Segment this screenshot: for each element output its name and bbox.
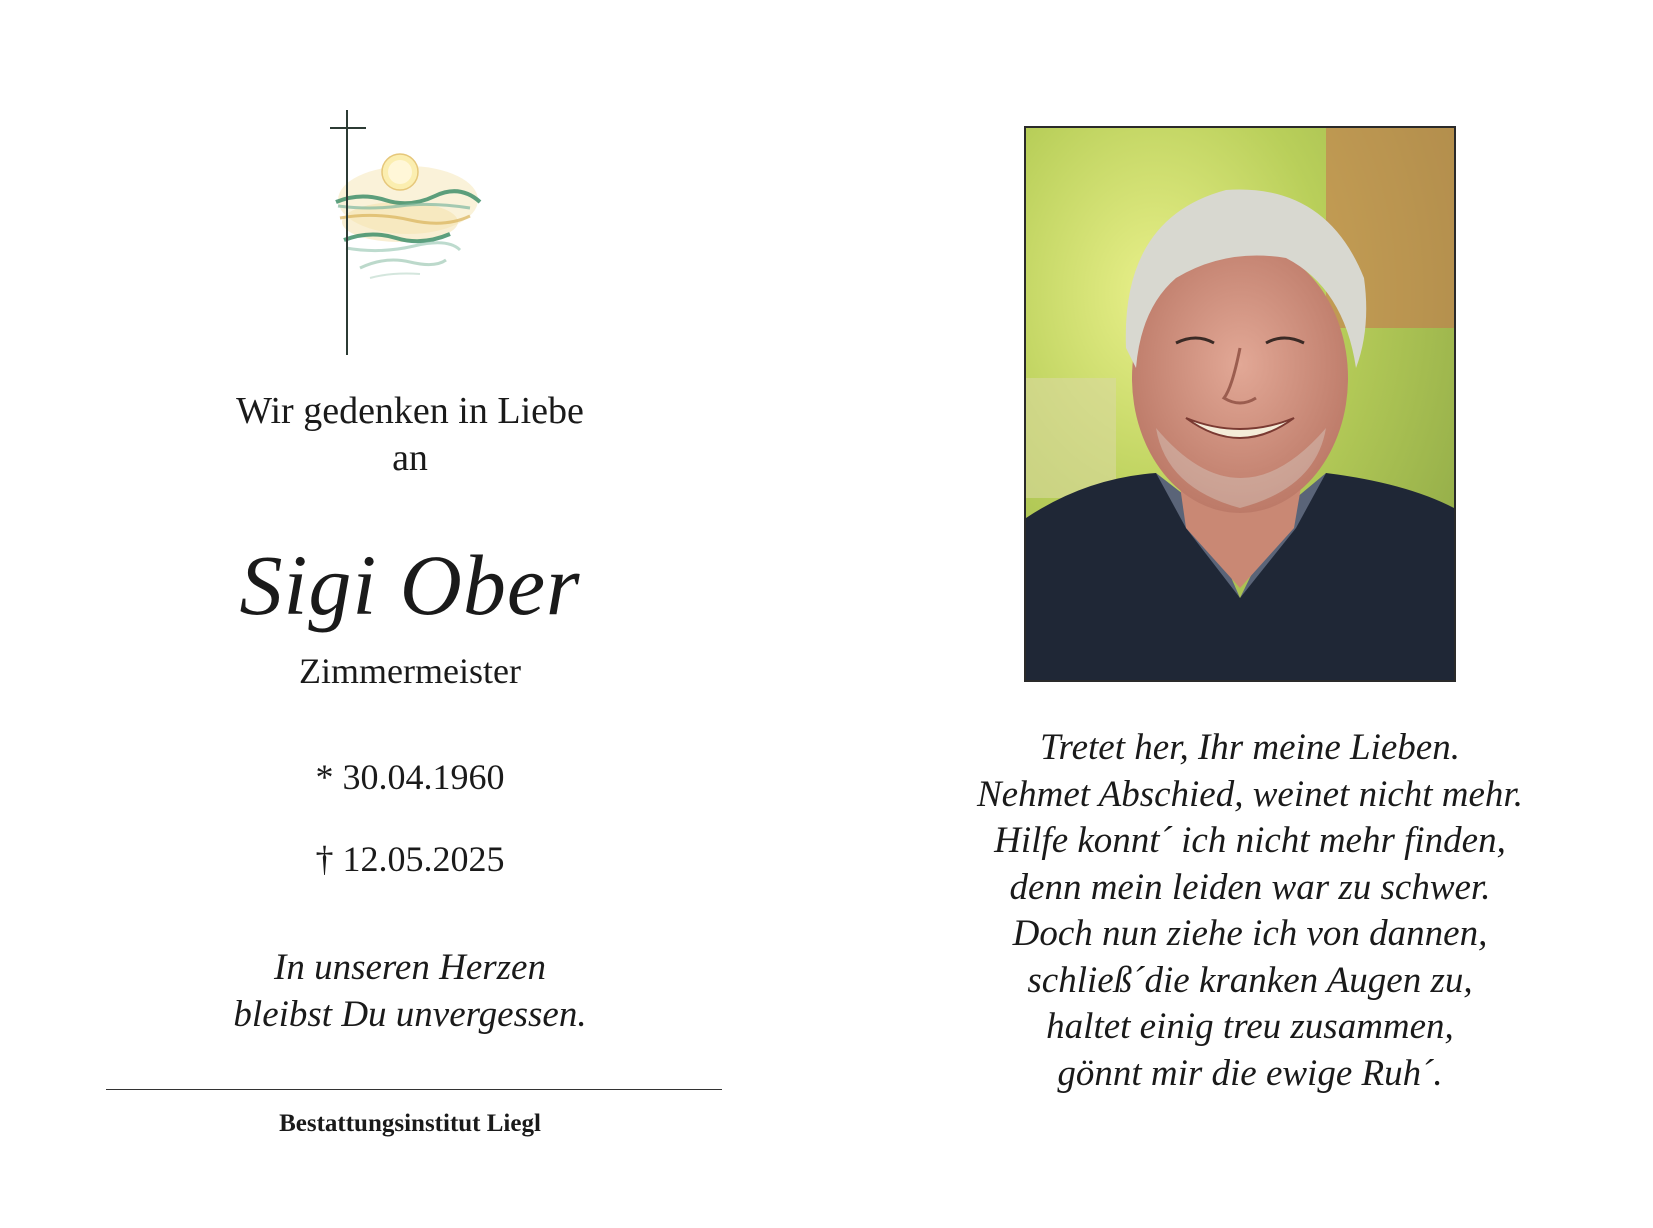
poem-line: Tretet her, Ihr meine Lieben.: [1040, 727, 1460, 768]
intro-line-1: Wir gedenken in Liebe: [236, 390, 584, 432]
poem: [880, 725, 1620, 1097]
cross-sunset-icon: [330, 110, 500, 360]
profession: Zimmermeister: [299, 651, 521, 691]
portrait-photo: [1024, 126, 1456, 682]
poem-line: Hilfe konnt´ ich nicht mehr finden,: [994, 820, 1506, 861]
divider-line: [106, 1089, 722, 1090]
intro-line-2: an: [392, 437, 428, 479]
poem-line: denn mein leiden war zu schwer.: [1009, 866, 1491, 908]
deceased-name: Sigi Ober: [239, 537, 581, 633]
motto-line-2: bleibst Du unvergessen.: [233, 994, 587, 1035]
birth-date: * 30.04.1960: [315, 757, 505, 797]
undertaker-name: Bestattungsinstitut Liegl: [279, 1110, 541, 1137]
poem-line: haltet einig treu zusammen,: [1046, 1006, 1454, 1047]
motto-line-1: In unseren Herzen: [274, 947, 546, 988]
poem-line: schließ´die kranken Augen zu,: [1027, 959, 1473, 1001]
poem-line: gönnt mir die ewige Ruh´.: [1057, 1052, 1443, 1094]
poem-line: Nehmet Abschied, weinet nicht mehr.: [977, 773, 1523, 815]
poem-line: Doch nun ziehe ich von dannen,: [1012, 913, 1488, 954]
death-date: † 12.05.2025: [315, 839, 505, 879]
left-panel: [0, 0, 826, 1228]
